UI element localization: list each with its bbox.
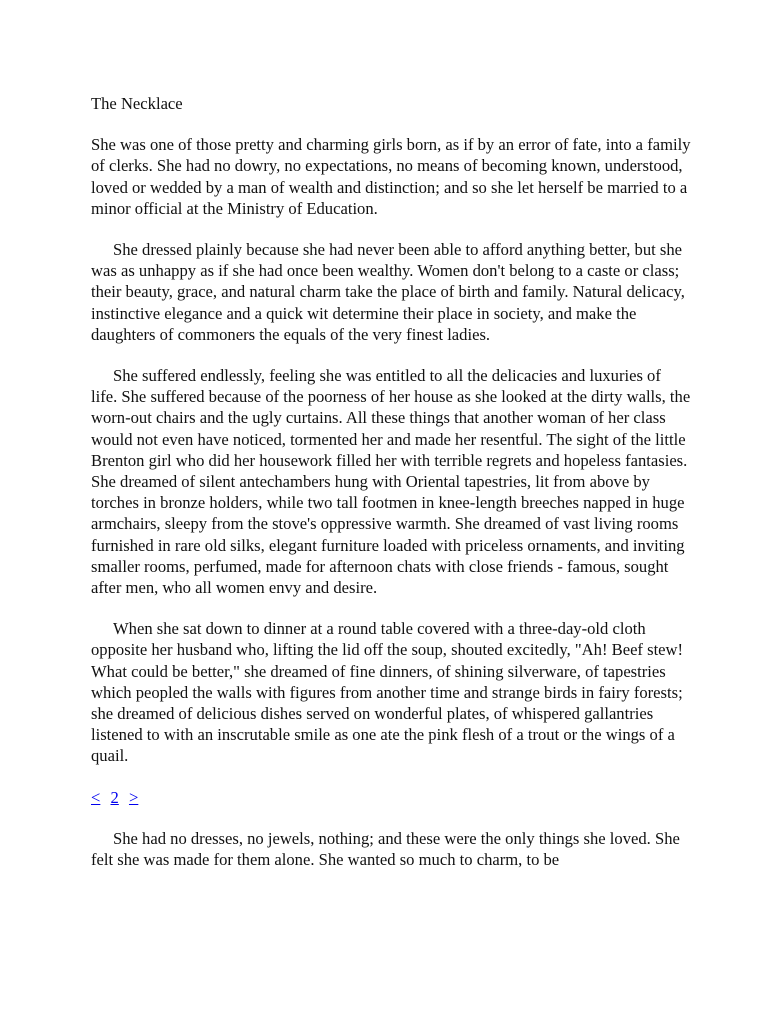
paragraph-3: She suffered endlessly, feeling she was entitled to all the delicacies and luxuries of life. She suffered because of the poorness of her house as she looked at the dirty walls, the worn-out chairs and the ugly curtains. All these things that another woman of her class would not even have noticed, tormented her and made her resentful. The sight of the little Brenton girl who did her housework filled her with terrible regrets and hopeless fantasies. She dreamed of silent antechambers hung with Oriental tapestries, lit from above by torches in bronze holders, while two tall footmen in knee-length breeches napped in huge armchairs, sleepy from the stove's oppressive warmth. She dreamed of vast living rooms furnished in rare old silks, elegant furniture loaded with priceless ornaments, and inviting smaller rooms, perfumed, made for afternoon chats with close friends - famous, sought after men, who all women envy and desire. [91,366,691,598]
paragraph-2: She dressed plainly because she had never been able to afford anything better, but she was as unhappy as if she had once been wealthy. Women don't belong to a caste or class; their beauty, grace, and natural charm take the place of birth and family. Natural delicacy, instinctive elegance and a quick wit determine their place in society, and make the daughters of commoners the equals of the very finest ladies. [91,240,685,344]
paragraph-1: She was one of those pretty and charming girls born, as if by an error of fate, into a family of clerks. She had no dowry, no expectations, no means of becoming known, understood, loved or wedded by a man of wealth and distinction; and so she let herself be married to a minor official at the Ministry of Education. [91,135,691,218]
document-page [91,93,691,890]
current-page-link[interactable]: 2 [110,787,119,807]
next-page-link[interactable]: > [128,787,139,807]
prev-page-link[interactable]: < [91,787,101,807]
paragraph-4: When she sat down to dinner at a round table covered with a three-day-old cloth opposite her husband who, lifting the lid off the soup, shouted excitedly, "Ah! Beef stew! What could be better," she dreamed of fine dinners, of shining silverware, of tapestries which peopled the walls with figures from another time and strange birds in fairy forests; she dreamed of delicious dishes served on wonderful plates, of whispered gallantries listened to with an inscrutable smile as one ate the pink flesh of a trout or the wings of a quail. [91,619,684,766]
paragraph-5: She had no dresses, no jewels, nothing; and these were the only things she loved. She felt she was made for them alone. She wanted so much to charm, to be [91,828,680,870]
pagination [91,787,691,808]
document-title: The Necklace [91,94,183,113]
